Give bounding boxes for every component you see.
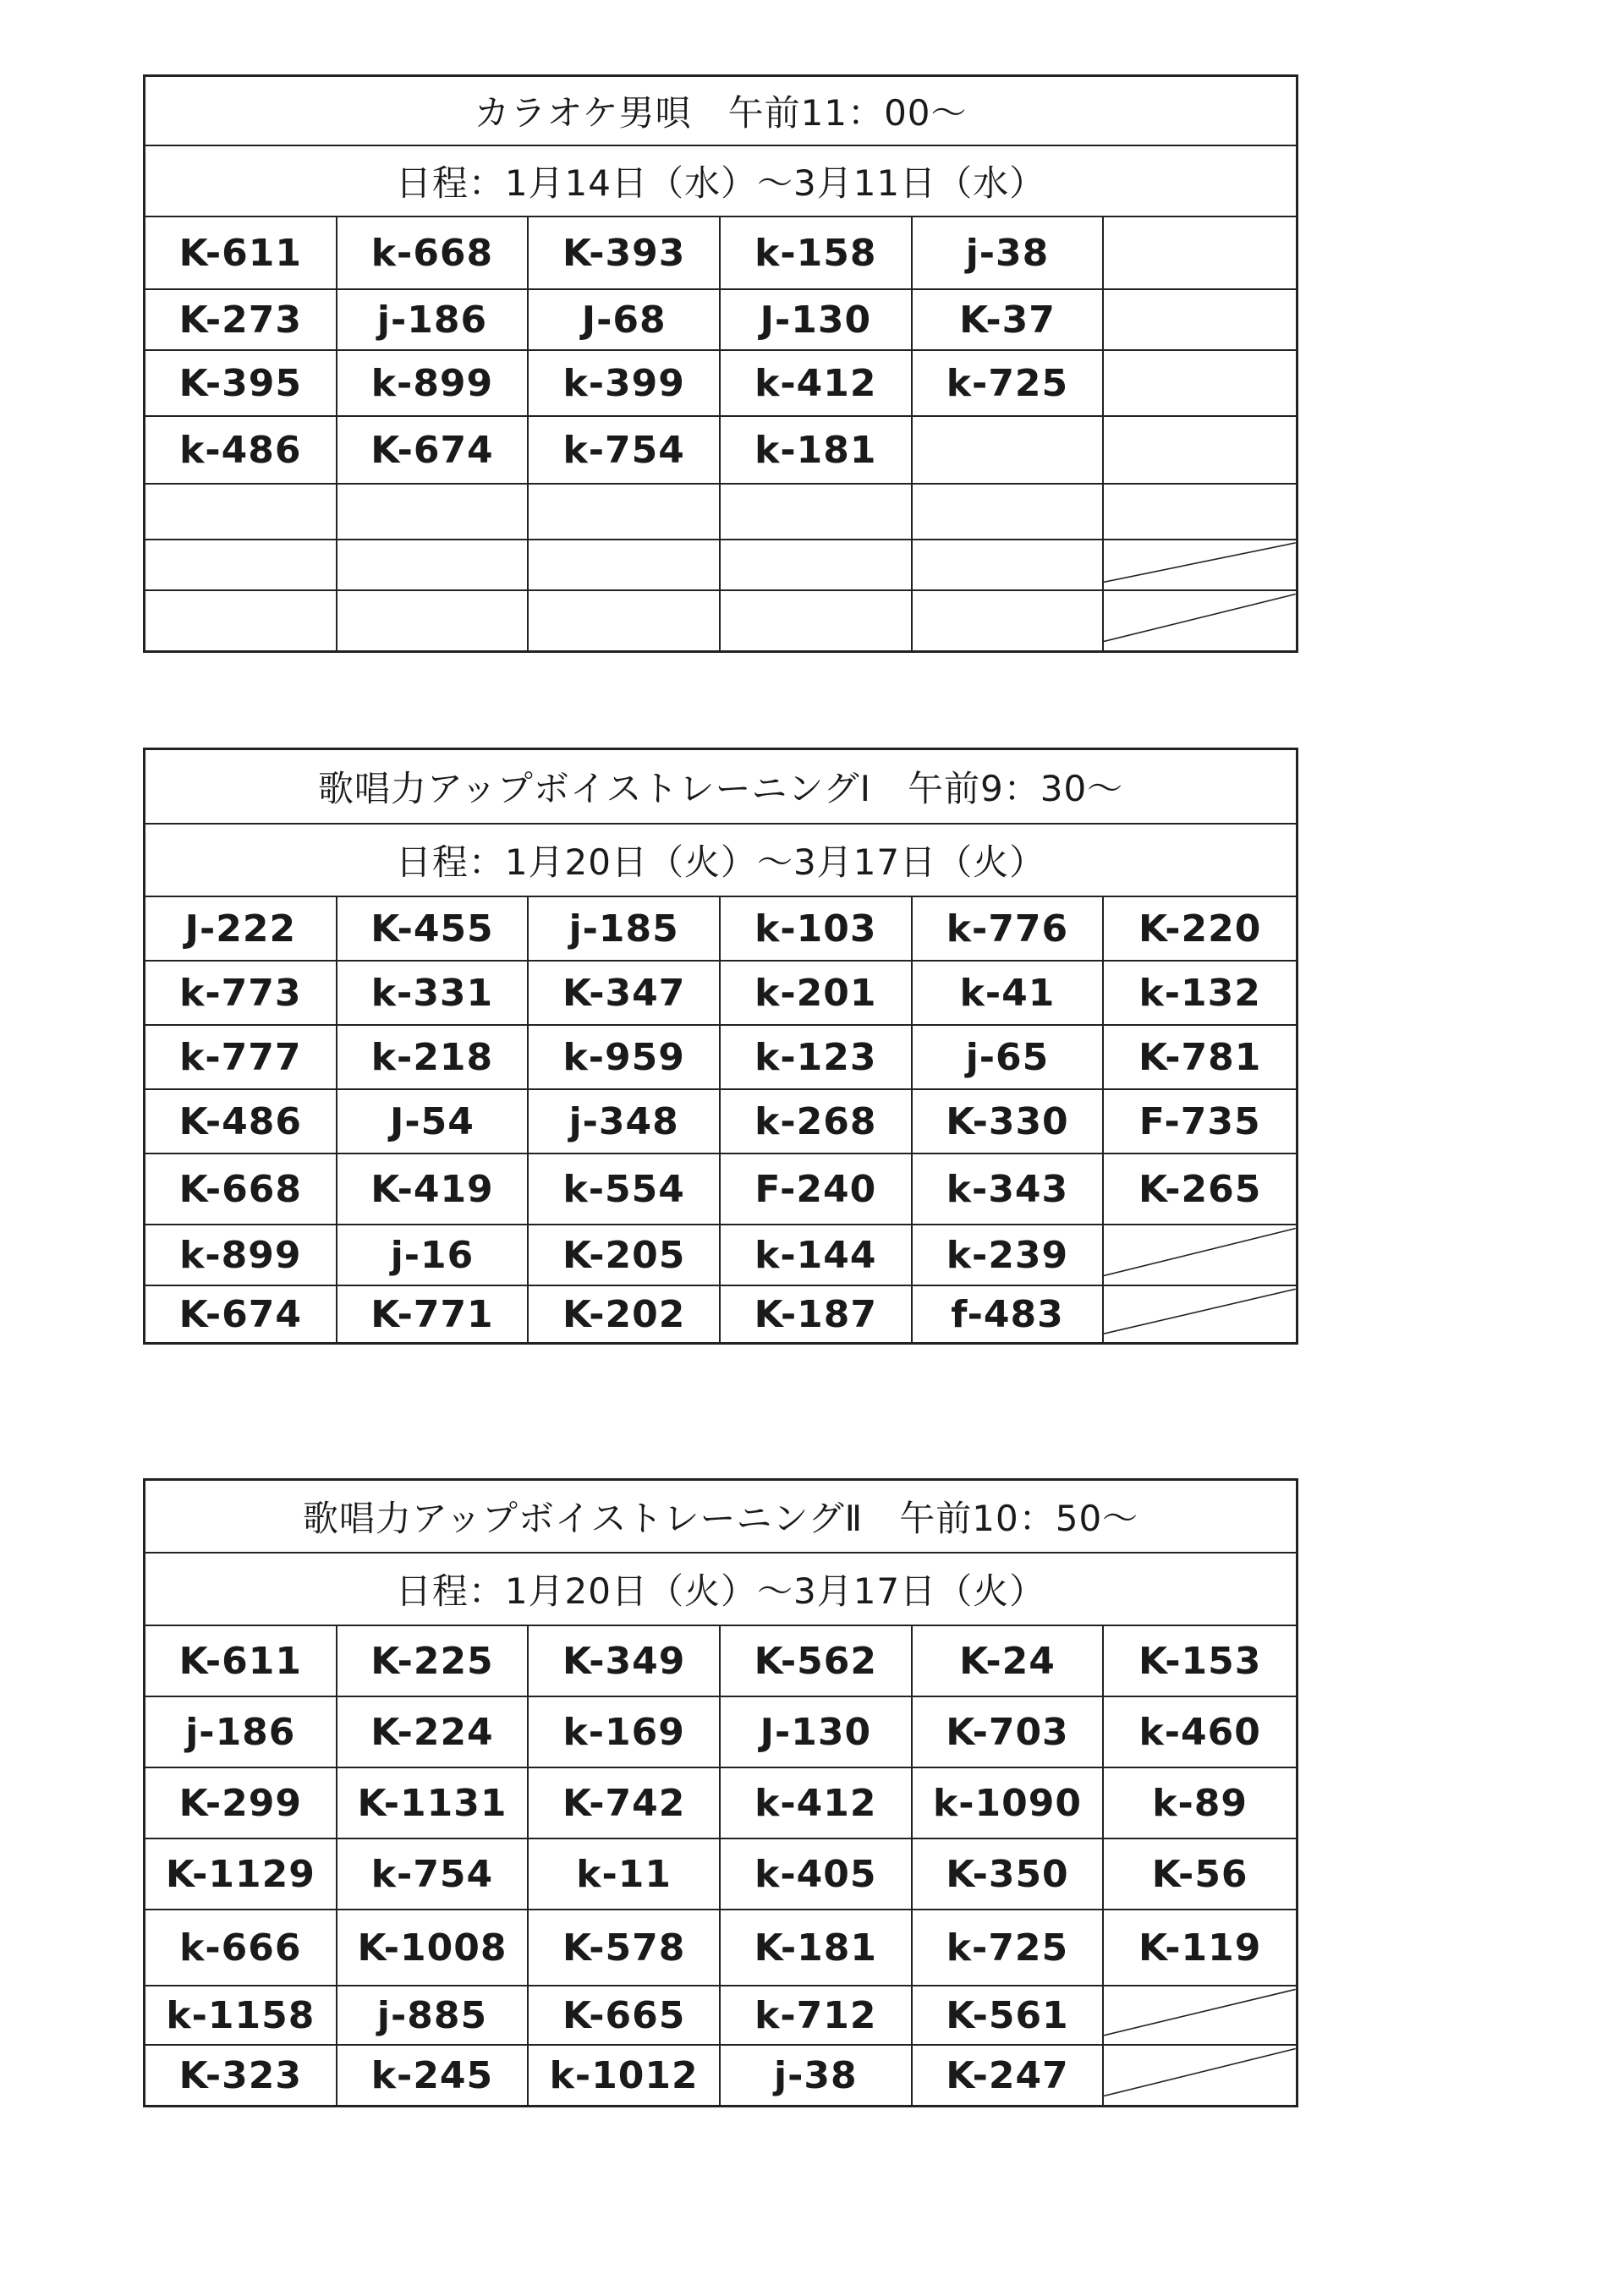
empty-cell: [337, 540, 529, 591]
table-dates: 日程：1月14日（水）～3月11日（水）: [145, 146, 1296, 217]
code-text: k-218: [370, 1035, 494, 1079]
code-text: k-399: [562, 361, 685, 405]
code-cell: [913, 1839, 1105, 1910]
code-text: k-773: [179, 971, 302, 1015]
code-cell: [721, 2046, 913, 2105]
code-text: J-54: [390, 1099, 475, 1143]
code-text: k-1012: [549, 2053, 699, 2097]
code-text: k-1090: [933, 1781, 1082, 1825]
code-text: k-123: [754, 1035, 877, 1079]
code-text: K-419: [370, 1167, 494, 1211]
code-text: K-299: [178, 1781, 303, 1825]
empty-cell: [1104, 417, 1296, 485]
empty-slash-cell: [1104, 2046, 1296, 2105]
code-text: K-220: [1138, 907, 1262, 951]
code-text: K-561: [946, 1993, 1069, 2037]
code-cell: [337, 1286, 529, 1342]
code-text: k-158: [754, 231, 877, 275]
code-cell: [1104, 897, 1296, 962]
empty-slash-cell: [1104, 540, 1296, 591]
empty-slash-cell: [1104, 1225, 1296, 1286]
code-text: j-885: [376, 1993, 488, 2037]
code-cell: [721, 897, 913, 962]
code-text: K-742: [562, 1781, 686, 1825]
code-cell: [337, 1768, 529, 1839]
code-text: K-37: [959, 298, 1056, 342]
code-cell: [529, 1626, 721, 1697]
code-cell: [145, 1225, 337, 1286]
code-cell: [529, 897, 721, 962]
code-text: K-265: [1138, 1167, 1262, 1211]
code-text: K-674: [370, 428, 494, 472]
code-cell: [913, 1286, 1105, 1342]
code-cell: [721, 1986, 913, 2046]
code-text: K-225: [370, 1639, 494, 1683]
code-text: K-395: [178, 361, 303, 405]
code-cell: [721, 351, 913, 417]
code-text: k-11: [576, 1852, 672, 1896]
code-text: j-186: [185, 1710, 296, 1754]
code-cell: [913, 962, 1105, 1026]
code-cell: [529, 351, 721, 417]
empty-cell: [1104, 217, 1296, 290]
code-cell: [913, 1090, 1105, 1154]
code-text: K-153: [1138, 1639, 1262, 1683]
code-cell: [721, 1026, 913, 1090]
schedule-table-karaoke: [143, 74, 1298, 653]
code-text: k-712: [754, 1993, 877, 2037]
code-cell: [145, 351, 337, 417]
code-text: K-674: [178, 1292, 303, 1336]
empty-cell: [1104, 485, 1296, 540]
code-cell: [337, 897, 529, 962]
code-text: K-486: [178, 1099, 303, 1143]
code-cell: [529, 2046, 721, 2105]
code-text: K-350: [946, 1852, 1069, 1896]
code-text: k-486: [179, 428, 302, 472]
code-cell: [721, 417, 913, 485]
schedule-table-voice-training-1: [143, 748, 1298, 1345]
code-cell: [913, 1626, 1105, 1697]
code-cell: [529, 1026, 721, 1090]
code-text: F-735: [1138, 1099, 1261, 1143]
code-text: J-130: [760, 298, 872, 342]
code-cell: [721, 1626, 913, 1697]
code-cell: [913, 897, 1105, 962]
empty-cell: [913, 485, 1105, 540]
code-cell: [529, 1839, 721, 1910]
code-cell: [721, 1090, 913, 1154]
code-text: k-725: [946, 1926, 1069, 1970]
code-cell: [337, 1090, 529, 1154]
code-text: k-460: [1138, 1710, 1261, 1754]
code-text: k-169: [562, 1710, 685, 1754]
code-text: K-187: [754, 1292, 878, 1336]
code-cell: [337, 290, 529, 351]
code-text: K-349: [562, 1639, 686, 1683]
code-text: k-725: [946, 361, 1069, 405]
code-cell: [529, 1697, 721, 1768]
code-text: j-16: [390, 1233, 475, 1277]
code-cell: [337, 417, 529, 485]
empty-cell: [145, 485, 337, 540]
code-text: K-771: [370, 1292, 494, 1336]
code-text: k-103: [754, 907, 877, 951]
code-cell: [913, 1225, 1105, 1286]
code-cell: [913, 2046, 1105, 2105]
code-text: j-38: [965, 231, 1050, 275]
code-cell: [337, 1225, 529, 1286]
code-cell: [913, 1768, 1105, 1839]
code-cell: [913, 217, 1105, 290]
code-cell: [721, 1225, 913, 1286]
code-text: k-899: [370, 361, 494, 405]
code-text: k-245: [370, 2053, 494, 2097]
code-cell: [529, 1286, 721, 1342]
code-text: k-754: [370, 1852, 494, 1896]
empty-cell: [529, 591, 721, 650]
code-text: J-68: [581, 298, 667, 342]
code-text: k-239: [946, 1233, 1069, 1277]
code-text: j-185: [568, 907, 679, 951]
code-text: K-668: [178, 1167, 303, 1211]
schedule-table-voice-training-2: [143, 1478, 1298, 2107]
code-cell: [529, 1910, 721, 1986]
code-cell: [337, 217, 529, 290]
code-cell: [1104, 1697, 1296, 1768]
code-cell: [337, 1154, 529, 1225]
code-cell: [145, 290, 337, 351]
code-cell: [721, 1768, 913, 1839]
code-text: j-65: [965, 1035, 1050, 1079]
code-text: k-181: [754, 428, 877, 472]
code-text: k-776: [946, 907, 1069, 951]
code-cell: [145, 1768, 337, 1839]
table-title: 歌唱力アップボイストレーニングⅡ 午前10：50～: [145, 1481, 1296, 1553]
code-cell: [913, 1026, 1105, 1090]
code-text: K-1131: [357, 1781, 508, 1825]
code-cell: [721, 1286, 913, 1342]
code-text: k-1158: [166, 1993, 315, 2037]
table-dates: 日程：1月20日（火）～3月17日（火）: [145, 825, 1296, 897]
code-text: k-132: [1138, 971, 1261, 1015]
empty-cell: [337, 591, 529, 650]
code-text: k-144: [754, 1233, 877, 1277]
code-text: k-412: [754, 361, 877, 405]
code-cell: [145, 217, 337, 290]
empty-cell: [721, 485, 913, 540]
code-text: k-89: [1152, 1781, 1248, 1825]
code-text: j-38: [774, 2053, 858, 2097]
code-cell: [337, 1026, 529, 1090]
code-cell: [913, 1986, 1105, 2046]
code-text: K-330: [946, 1099, 1069, 1143]
code-cell: [145, 1026, 337, 1090]
empty-cell: [1104, 351, 1296, 417]
code-cell: [145, 1697, 337, 1768]
code-cell: [913, 290, 1105, 351]
code-cell: [145, 1839, 337, 1910]
code-text: K-181: [754, 1926, 878, 1970]
code-text: K-347: [562, 971, 686, 1015]
code-text: k-959: [562, 1035, 685, 1079]
code-cell: [145, 1154, 337, 1225]
code-text: J-130: [760, 1710, 872, 1754]
code-cell: [529, 1986, 721, 2046]
code-text: K-611: [178, 1639, 303, 1683]
code-text: J-222: [184, 907, 297, 951]
empty-cell: [913, 540, 1105, 591]
code-cell: [529, 1768, 721, 1839]
code-cell: [145, 962, 337, 1026]
code-cell: [337, 351, 529, 417]
empty-slash-cell: [1104, 1986, 1296, 2046]
code-text: K-119: [1138, 1926, 1262, 1970]
code-grid: [145, 1626, 1296, 2105]
code-cell: [529, 1090, 721, 1154]
code-text: K-56: [1151, 1852, 1248, 1896]
code-text: k-405: [754, 1852, 877, 1896]
code-cell: [337, 962, 529, 1026]
code-text: k-331: [370, 971, 494, 1015]
code-text: k-412: [754, 1781, 877, 1825]
code-cell: [145, 1910, 337, 1986]
code-cell: [529, 1154, 721, 1225]
code-cell: [721, 1839, 913, 1910]
code-cell: [337, 1986, 529, 2046]
code-cell: [721, 962, 913, 1026]
code-text: K-578: [562, 1926, 686, 1970]
code-text: k-777: [179, 1035, 302, 1079]
empty-cell: [913, 417, 1105, 485]
code-cell: [529, 417, 721, 485]
code-text: K-665: [562, 1993, 686, 2037]
table-dates: 日程：1月20日（火）～3月17日（火）: [145, 1553, 1296, 1626]
code-cell: [1104, 962, 1296, 1026]
code-cell: [337, 2046, 529, 2105]
code-cell: [721, 1910, 913, 1986]
code-cell: [337, 1626, 529, 1697]
code-cell: [145, 1286, 337, 1342]
code-cell: [913, 1697, 1105, 1768]
empty-cell: [529, 485, 721, 540]
code-cell: [1104, 1154, 1296, 1225]
code-text: K-273: [178, 298, 303, 342]
code-text: K-611: [178, 231, 303, 275]
code-text: K-247: [946, 2053, 1069, 2097]
code-cell: [529, 962, 721, 1026]
code-cell: [145, 1626, 337, 1697]
code-grid: [145, 217, 1296, 650]
code-text: k-899: [179, 1233, 302, 1277]
table-title: 歌唱力アップボイストレーニングⅠ 午前9：30～: [145, 750, 1296, 825]
code-cell: [913, 1910, 1105, 1986]
code-cell: [145, 417, 337, 485]
code-text: K-562: [754, 1639, 878, 1683]
code-cell: [913, 351, 1105, 417]
code-text: K-781: [1138, 1035, 1262, 1079]
table-title: カラオケ男唄 午前11：00～: [145, 77, 1296, 146]
empty-slash-cell: [1104, 1286, 1296, 1342]
code-text: k-754: [562, 428, 685, 472]
code-text: k-343: [946, 1167, 1069, 1211]
empty-slash-cell: [1104, 591, 1296, 650]
code-text: k-668: [370, 231, 494, 275]
code-cell: [145, 2046, 337, 2105]
code-text: j-348: [568, 1099, 679, 1143]
code-text: F-240: [754, 1167, 877, 1211]
code-text: k-666: [179, 1926, 302, 1970]
code-cell: [337, 1839, 529, 1910]
code-text: K-1008: [357, 1926, 508, 1970]
code-grid: [145, 897, 1296, 1342]
code-cell: [1104, 1626, 1296, 1697]
code-cell: [1104, 1090, 1296, 1154]
code-text: K-393: [562, 231, 686, 275]
code-text: K-703: [946, 1710, 1069, 1754]
code-cell: [721, 1154, 913, 1225]
empty-cell: [721, 591, 913, 650]
code-text: K-24: [959, 1639, 1056, 1683]
empty-cell: [913, 591, 1105, 650]
code-cell: [721, 1697, 913, 1768]
code-text: K-1129: [165, 1852, 315, 1896]
code-text: K-205: [562, 1233, 686, 1277]
empty-cell: [337, 485, 529, 540]
code-text: f-483: [951, 1292, 1064, 1336]
empty-cell: [1104, 290, 1296, 351]
code-cell: [1104, 1910, 1296, 1986]
code-cell: [337, 1910, 529, 1986]
code-text: k-41: [959, 971, 1056, 1015]
code-cell: [1104, 1768, 1296, 1839]
code-cell: [529, 217, 721, 290]
code-text: K-224: [370, 1710, 494, 1754]
code-text: K-323: [178, 2053, 303, 2097]
code-cell: [145, 1986, 337, 2046]
code-cell: [1104, 1839, 1296, 1910]
code-cell: [1104, 1026, 1296, 1090]
code-cell: [337, 1697, 529, 1768]
code-text: K-455: [370, 907, 494, 951]
empty-cell: [529, 540, 721, 591]
code-cell: [145, 1090, 337, 1154]
code-cell: [721, 290, 913, 351]
empty-cell: [721, 540, 913, 591]
code-cell: [529, 290, 721, 351]
code-text: K-202: [562, 1292, 686, 1336]
code-cell: [721, 217, 913, 290]
code-text: j-186: [376, 298, 488, 342]
code-text: k-268: [754, 1099, 877, 1143]
code-cell: [913, 1154, 1105, 1225]
code-cell: [145, 897, 337, 962]
code-text: k-554: [562, 1167, 685, 1211]
empty-cell: [145, 540, 337, 591]
code-cell: [529, 1225, 721, 1286]
empty-cell: [145, 591, 337, 650]
code-text: k-201: [754, 971, 877, 1015]
